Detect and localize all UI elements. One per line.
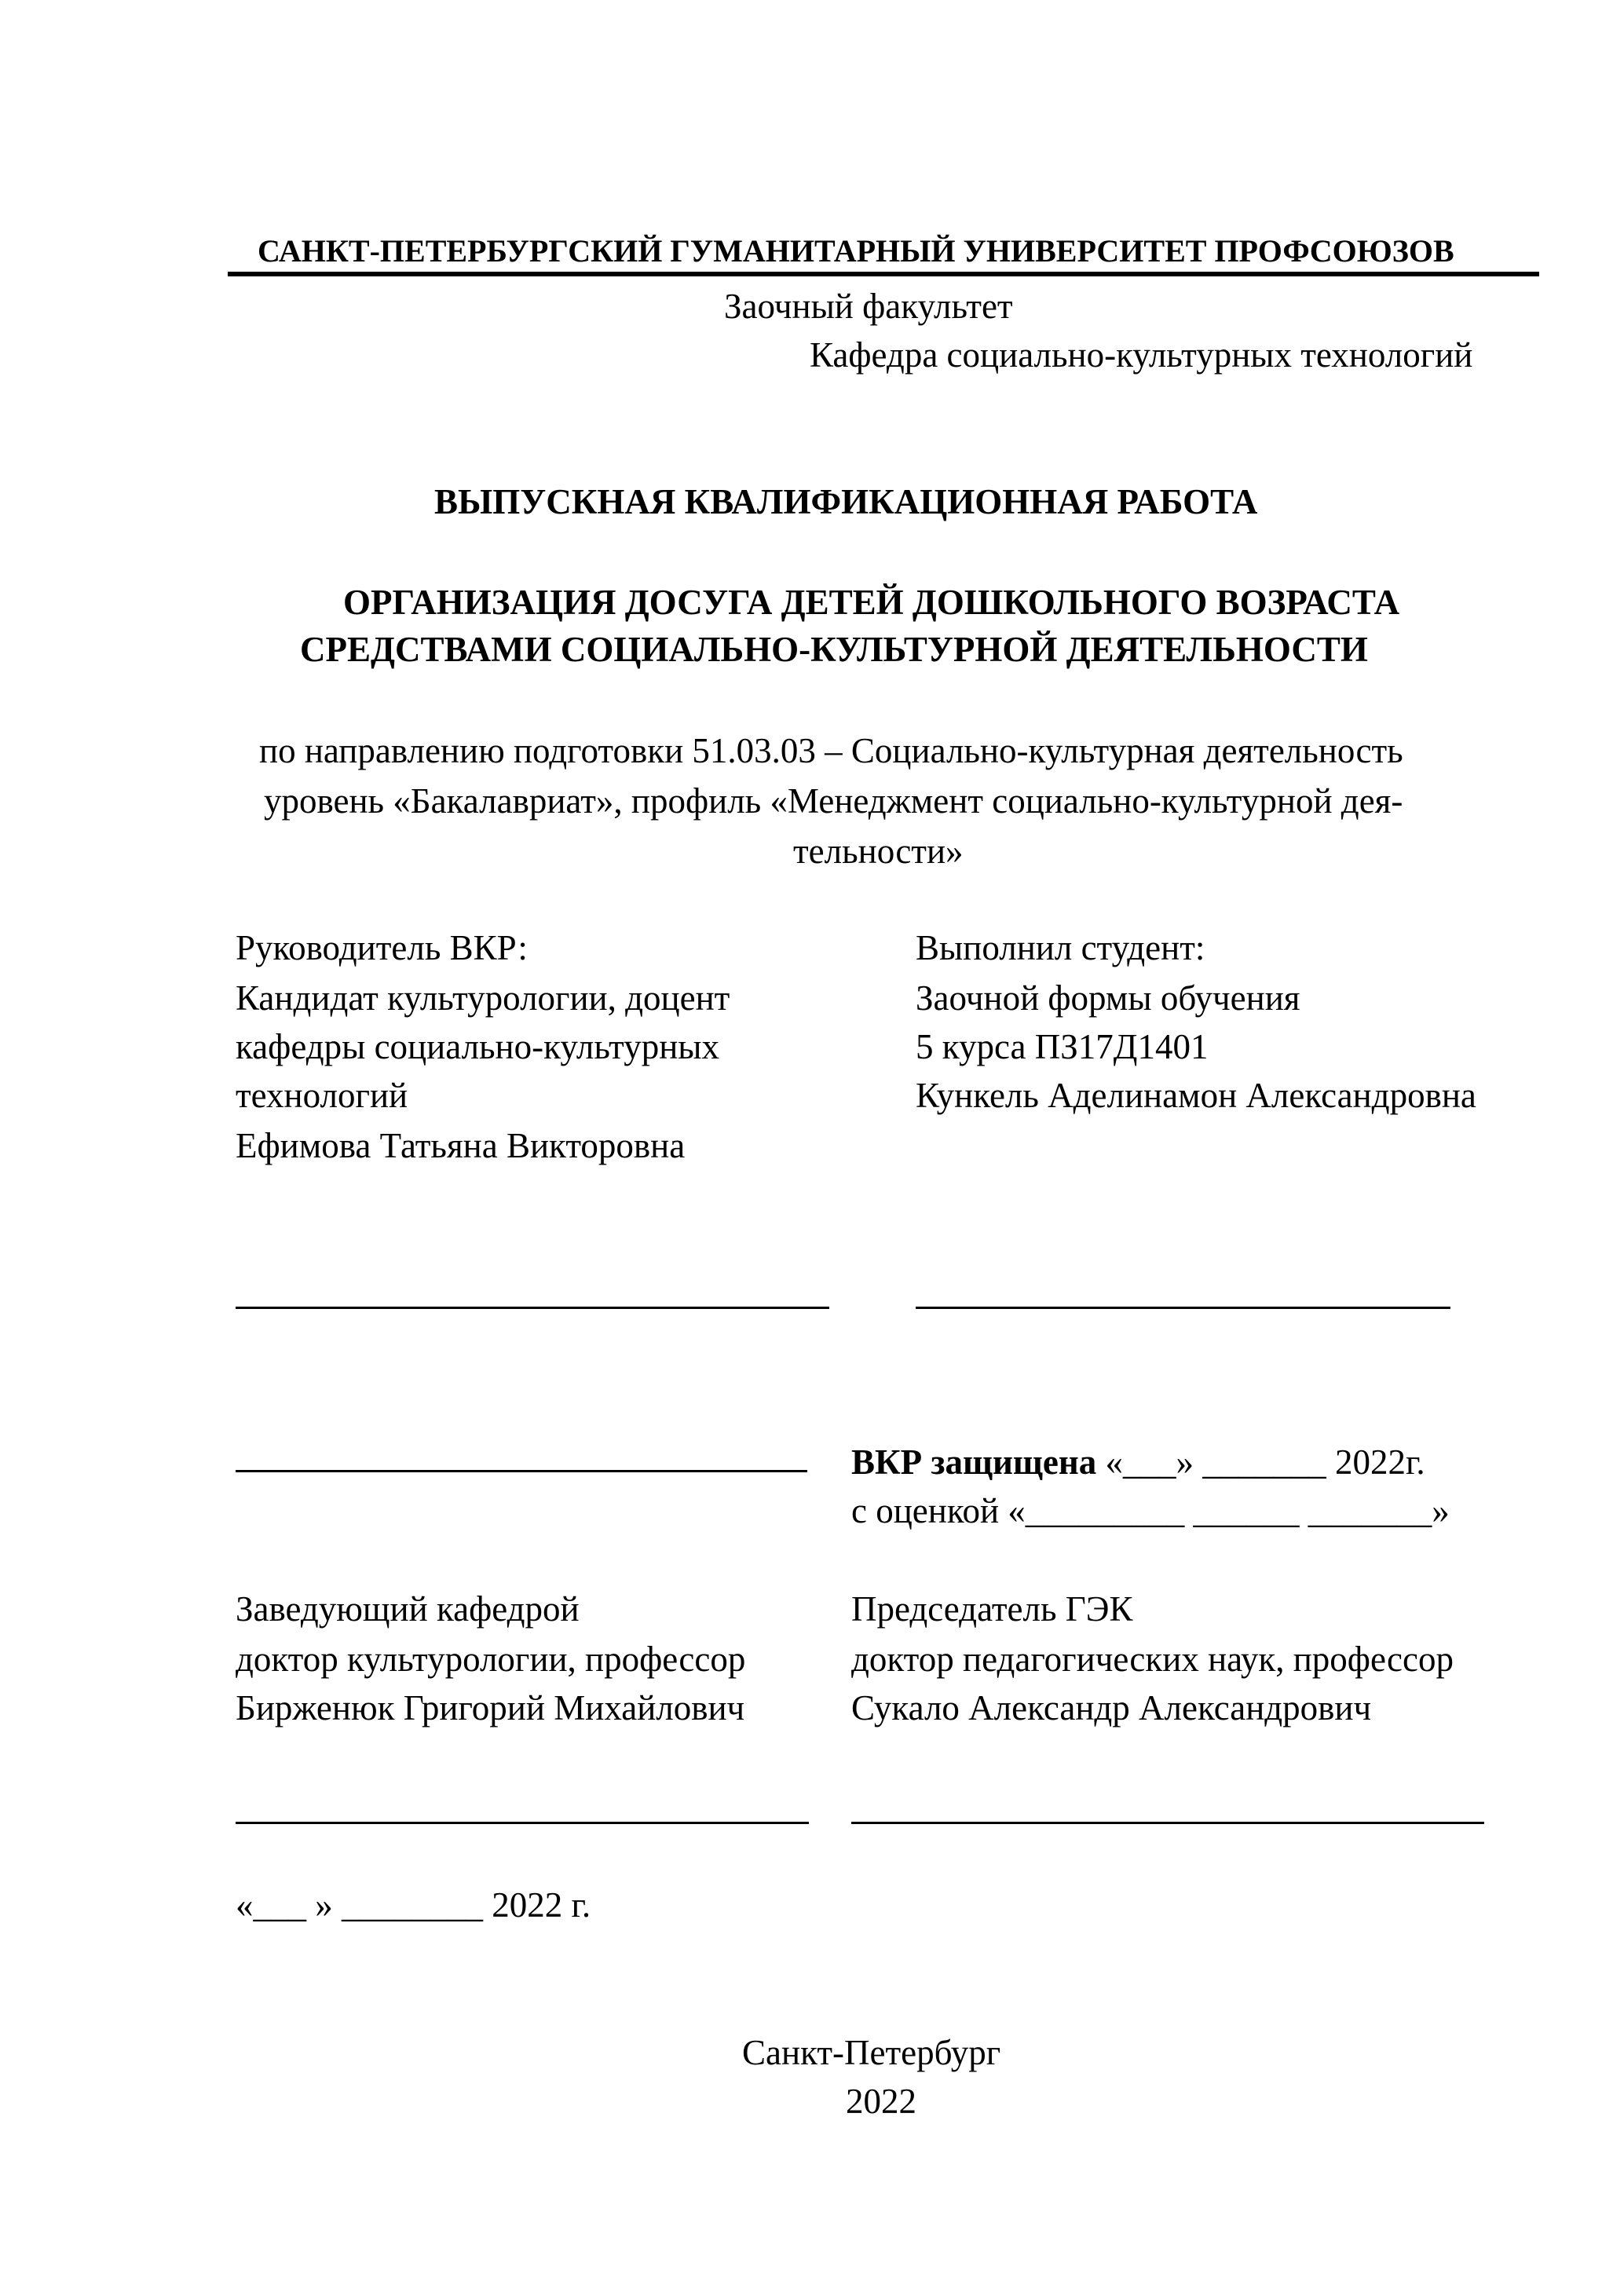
year: 2022 bbox=[846, 2082, 916, 2121]
chairman-name: Сукало Александр Александрович bbox=[851, 1688, 1372, 1727]
header-divider bbox=[228, 272, 1539, 276]
chairman-degree: доктор педагогических наук, профессор bbox=[851, 1640, 1454, 1679]
defense-grade: с оценкой «_________ ______ _______» bbox=[851, 1491, 1450, 1530]
defense-status bbox=[851, 1440, 1425, 1484]
student-signature-line bbox=[916, 1307, 1450, 1309]
student-line-2: 5 курса ПЗ17Д1401 bbox=[916, 1027, 1209, 1066]
supervisor-line-2: кафедры социально-культурных bbox=[236, 1027, 720, 1066]
university-name: САНКТ-ПЕТЕРБУРГСКИЙ ГУМАНИТАРНЫЙ УНИВЕРСИТЕТ ПРОФСОЮЗОВ bbox=[258, 233, 1454, 269]
supervisor-line-1: Кандидат культурологии, доцент bbox=[236, 978, 730, 1018]
topic-line-2: СРЕДСТВАМИ СОЦИАЛЬНО-КУЛЬТУРНОЙ ДЕЯТЕЛЬНОСТИ bbox=[300, 630, 1368, 669]
direction-line-3: тельности» bbox=[793, 832, 964, 871]
head-signature-line bbox=[236, 1822, 809, 1824]
chairman-signature-line bbox=[851, 1822, 1484, 1824]
student-label: Выполнил студент: bbox=[916, 928, 1205, 967]
student-name: Кункель Аделинамон Александровна bbox=[916, 1076, 1476, 1115]
supervisor-signature-line bbox=[236, 1307, 829, 1309]
city: Санкт-Петербург bbox=[742, 2033, 1001, 2072]
defense-date: «___» _______ 2022г. bbox=[1105, 1442, 1425, 1482]
chairman-label: Председатель ГЭК bbox=[851, 1589, 1133, 1629]
date-field: «___ » ________ 2022 г. bbox=[236, 1885, 591, 1925]
supervisor-name: Ефимова Татьяна Викторовна bbox=[236, 1126, 686, 1165]
direction-line-2: уровень «Бакалавриат», профиль «Менеджмент социально-культурной дея- bbox=[264, 781, 1403, 821]
department: Кафедра социально-культурных технологий bbox=[810, 335, 1473, 375]
head-label: Заведующий кафедрой bbox=[236, 1589, 580, 1629]
work-type: ВЫПУСКНАЯ КВАЛИФИКАЦИОННАЯ РАБОТА bbox=[434, 482, 1258, 521]
supervisor-line-3: технологий bbox=[236, 1076, 408, 1115]
head-degree: доктор культурологии, профессор bbox=[236, 1640, 746, 1679]
defense-label: ВКР защищена bbox=[851, 1442, 1097, 1482]
signature-line bbox=[236, 1470, 807, 1472]
student-line-1: Заочной формы обучения bbox=[916, 978, 1300, 1018]
faculty: Заочный факультет bbox=[724, 287, 1013, 326]
direction-line-1: по направлению подготовки 51.03.03 – Социально-культурная деятельность bbox=[259, 731, 1403, 770]
head-name: Бирженюк Григорий Михайлович bbox=[236, 1688, 745, 1727]
topic-line-1: ОРГАНИЗАЦИЯ ДОСУГА ДЕТЕЙ ДОШКОЛЬНОГО ВОЗРАСТА bbox=[343, 583, 1400, 622]
supervisor-label: Руководитель ВКР: bbox=[236, 928, 528, 967]
